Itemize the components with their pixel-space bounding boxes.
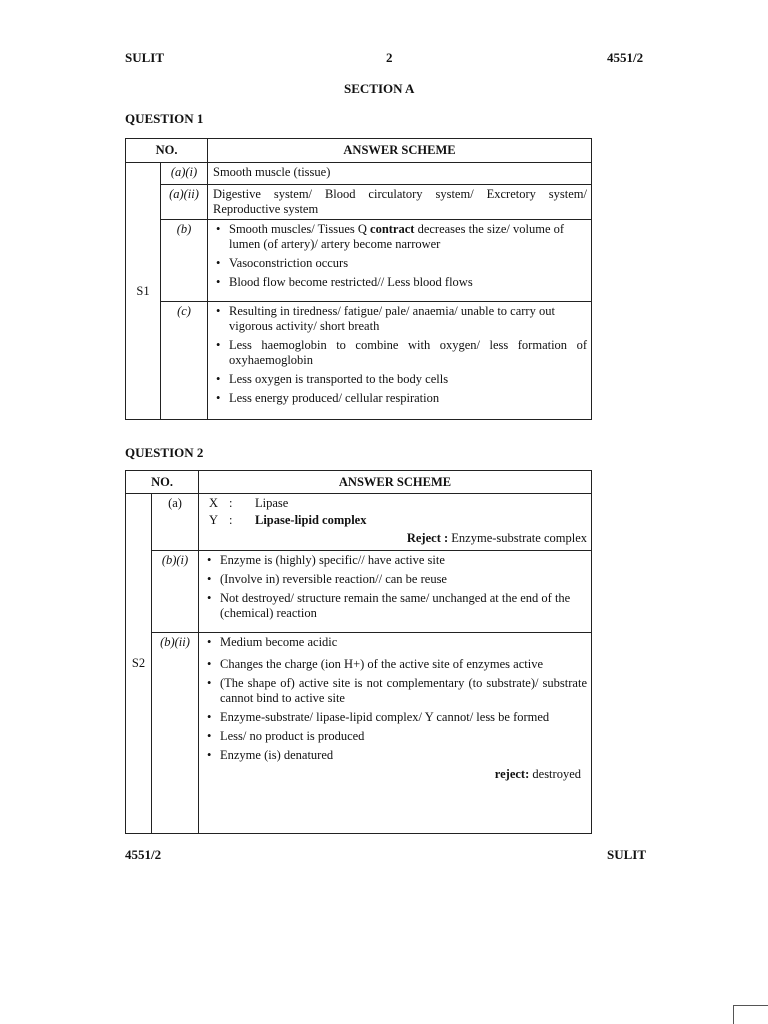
list-item: • Not destroyed/ structure remain the same/ unchanged at the end of the (chemical) reaction <box>204 591 587 621</box>
list-item: • Medium become acidic <box>204 635 587 650</box>
part-label: (b)(i) <box>152 551 199 633</box>
column-header-answer-scheme: ANSWER SCHEME <box>208 139 592 163</box>
section-title: SECTION A <box>344 81 415 96</box>
answer-x: X : Lipase <box>209 496 289 510</box>
answer-text: Digestive system/ Blood circulatory system/ Excretory system/ Reproductive system <box>208 185 592 220</box>
header-left: SULIT <box>125 50 165 65</box>
part-label: (b)(ii) <box>152 633 199 834</box>
list-item: • Less/ no product is produced <box>204 729 587 744</box>
column-header-no: NO. <box>126 471 199 494</box>
question-2-title: QUESTION 2 <box>125 445 204 460</box>
list-item: • Less haemoglobin to combine with oxygen/ less formation of oxyhaemoglobin <box>213 338 587 368</box>
list-item: • Enzyme is (highly) specific// have active site <box>204 553 587 568</box>
part-label: (a)(ii) <box>161 185 208 220</box>
list-item: • (The shape of) active site is not complementary (to substrate)/ substrate cannot bind to active site <box>204 676 587 706</box>
part-label: (b) <box>161 220 208 302</box>
answer-y: Y : Lipase-lipid complex <box>209 513 367 527</box>
list-item: • Enzyme (is) denatured <box>204 748 587 763</box>
reject-note: reject: destroyed <box>494 767 581 781</box>
question-1-title: QUESTION 1 <box>125 111 204 126</box>
section-id: S2 <box>126 494 152 834</box>
question-2-answer-table <box>125 470 592 834</box>
header-right: 4551/2 <box>607 50 644 65</box>
list-item: • Smooth muscles/ Tissues Q contract decreases the size/ volume of lumen (of artery)/ artery become narrower <box>213 222 587 252</box>
list-item: • Blood flow become restricted// Less blood flows <box>213 275 587 290</box>
page-corner-mark <box>733 1005 768 1024</box>
list-item: • (Involve in) reversible reaction// can be reuse <box>204 572 587 587</box>
list-item: • Vasoconstriction occurs <box>213 256 587 271</box>
answer-points <box>199 494 592 551</box>
answer-text: Smooth muscle (tissue) <box>208 163 592 185</box>
list-item: • Less oxygen is transported to the body cells <box>213 372 587 387</box>
footer-left: 4551/2 <box>125 847 162 862</box>
section-id: S1 <box>126 163 161 420</box>
list-item: • Enzyme-substrate/ lipase-lipid complex/ Y cannot/ less be formed <box>204 710 587 725</box>
list-item: • Changes the charge (ion H+) of the active site of enzymes active <box>204 657 587 672</box>
answer-points <box>208 302 592 420</box>
reject-note: Reject : Enzyme-substrate complex <box>406 531 587 545</box>
part-label: (c) <box>161 302 208 420</box>
page-number: 2 <box>386 50 393 65</box>
column-header-answer-scheme: ANSWER SCHEME <box>199 471 592 494</box>
answer-points <box>199 551 592 633</box>
answer-points <box>199 633 592 834</box>
list-item: • Less energy produced/ cellular respiration <box>213 391 587 406</box>
part-label: (a) <box>152 494 199 551</box>
footer-right: SULIT <box>607 847 647 862</box>
question-1-answer-table <box>125 138 592 420</box>
part-label: (a)(i) <box>161 163 208 185</box>
column-header-no: NO. <box>126 139 208 163</box>
list-item: • Resulting in tiredness/ fatigue/ pale/ anaemia/ unable to carry out vigorous activity/ short breath <box>213 304 587 334</box>
answer-points <box>208 220 592 302</box>
